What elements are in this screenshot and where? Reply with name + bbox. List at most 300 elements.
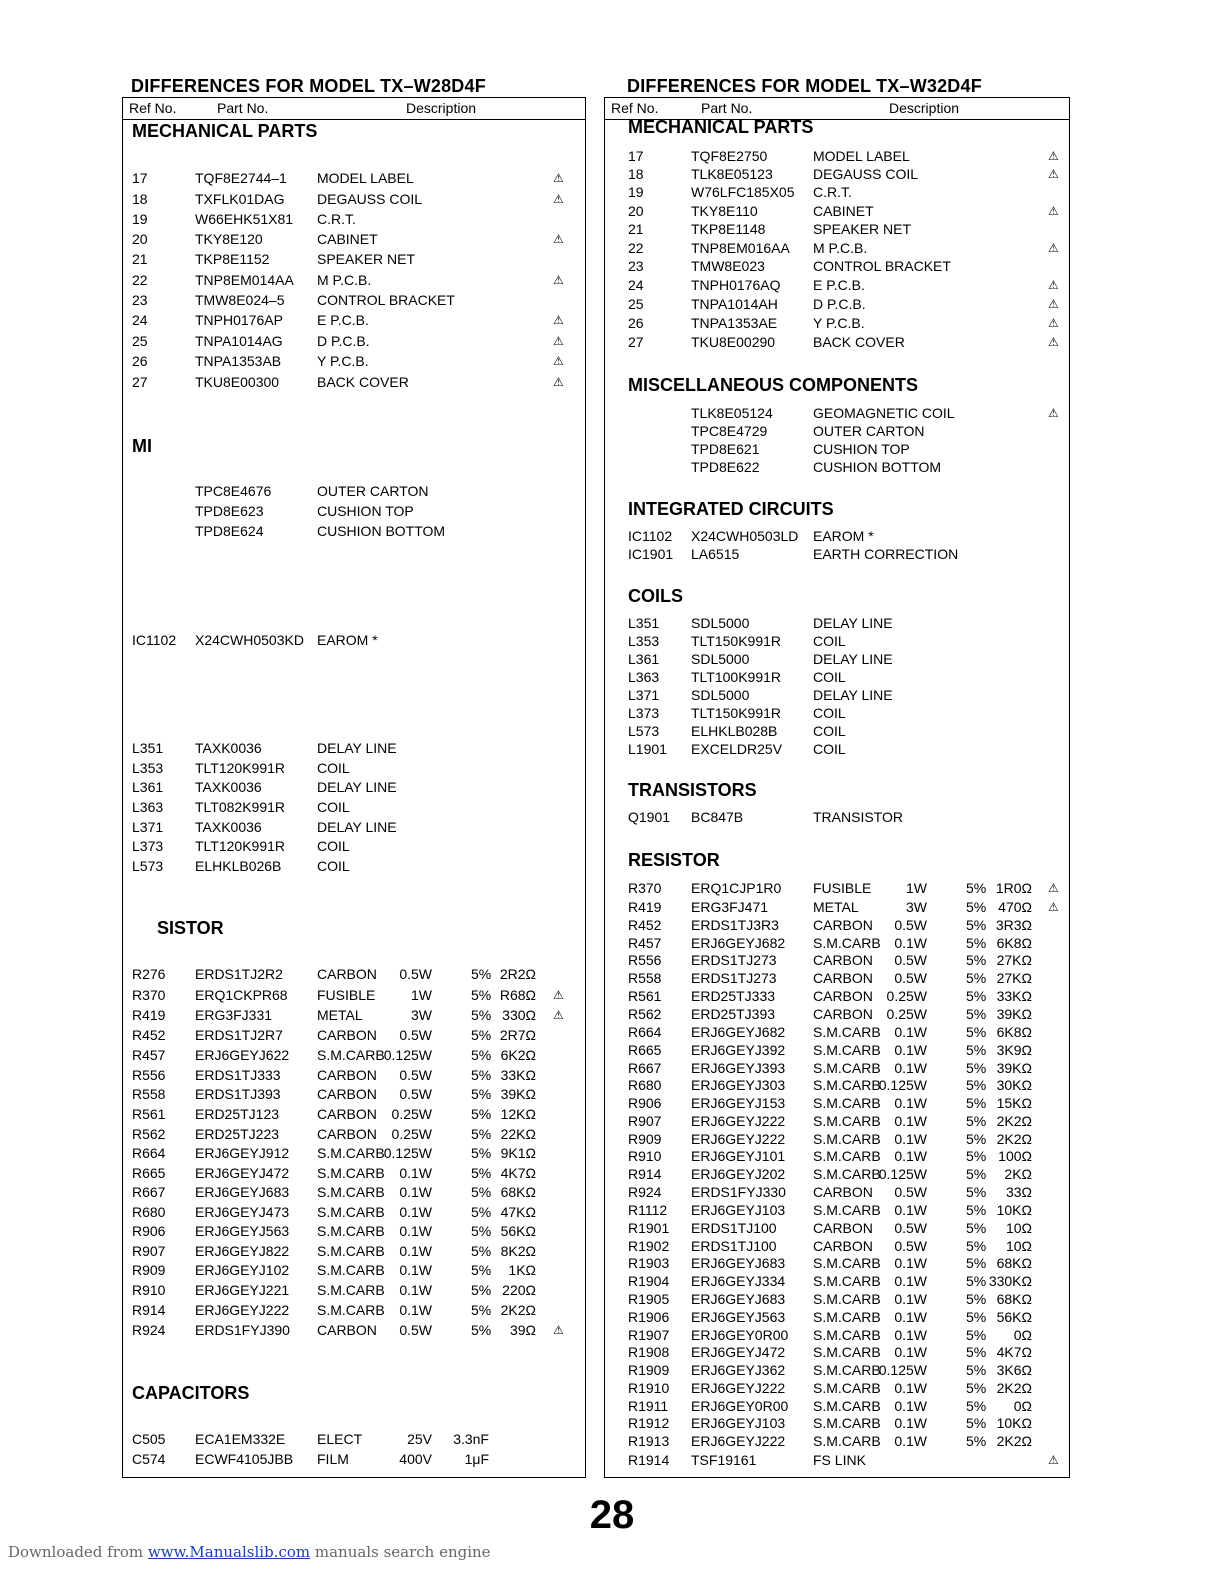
warning-icon: ⚠ [1048,278,1059,292]
wattage: 1W [906,880,927,896]
ref-no: R556 [628,952,662,968]
description: S.M.CARB [813,1433,881,1449]
ref-no: R419 [628,899,662,915]
ref-no: 19 [628,184,644,200]
value: 6K8Ω [996,935,1032,951]
part-row [605,879,1069,897]
part-no: W66EHK51X81 [195,211,294,227]
value: 68KΩ [996,1291,1032,1307]
description: S.M.CARB [813,1166,881,1182]
part-no: ERJ6GEYJ912 [195,1145,290,1161]
description: S.M.CARB [813,1042,881,1058]
tolerance: 5% [966,1148,987,1164]
value: 10KΩ [996,1415,1032,1431]
description: CONTROL BRACKET [813,258,951,274]
ref-no: IC1102 [628,528,673,544]
value: 9K1Ω [500,1145,536,1161]
description: DELAY LINE [317,740,397,756]
ref-no: R1904 [628,1273,670,1289]
part-no: ERD25TJ333 [691,988,776,1004]
description: BACK COVER [813,334,905,350]
tolerance: 5% [966,1042,987,1058]
ref-no: R1903 [628,1255,670,1271]
wattage: 0.125W [878,1362,927,1378]
warning-icon: ⚠ [1048,406,1059,420]
description: M P.C.B. [317,272,372,288]
wattage: 0.1W [894,935,927,951]
wattage: 0.1W [894,1255,927,1271]
ref-no: R1906 [628,1309,670,1325]
description: S.M.CARB [317,1184,385,1200]
wattage: 0.5W [894,1220,927,1236]
part-no: X24CWH0503LD [691,528,799,544]
ref-no: L373 [132,838,164,854]
part-no: ERJ6GEYJ682 [691,1024,786,1040]
page-number: 28 [589,1493,635,1537]
wattage: 0.1W [399,1165,432,1181]
value: 33KΩ [500,1067,536,1083]
description: CARBON [813,1184,873,1200]
tolerance: 5% [471,1223,492,1239]
wattage: 0.1W [894,1415,927,1431]
part-row [605,1094,1069,1112]
wattage: 0.1W [399,1184,432,1200]
description: CABINET [317,231,378,247]
part-row [605,1041,1069,1059]
part-row [605,1165,1069,1183]
tolerance: 5% [966,1362,987,1378]
ref-no: R1907 [628,1327,670,1343]
part-row [605,934,1069,952]
part-no: TNPH0176AQ [691,277,781,293]
description: S.M.CARB [813,1095,881,1111]
wattage: 0.125W [878,1077,927,1093]
value: 47KΩ [500,1204,536,1220]
description: CUSHION BOTTOM [317,523,446,539]
value: 33KΩ [996,988,1032,1004]
part-row [123,1164,585,1182]
part-row [605,239,1069,257]
part-row [123,1222,585,1240]
value: 330Ω [502,1007,536,1023]
ref-no: R558 [132,1086,166,1102]
ref-no: R1902 [628,1238,670,1254]
ref-no: R276 [132,966,166,982]
right-parts-table [604,97,1070,1478]
part-row [123,169,585,187]
description: CARBON [813,1006,873,1022]
part-row [605,686,1069,704]
value: 470Ω [998,899,1032,915]
wattage: 0.1W [894,1042,927,1058]
wattage: 0.1W [894,1131,927,1147]
description: CONTROL BRACKET [317,292,455,308]
tolerance: 5% [471,1126,492,1142]
ref-no: R370 [628,880,662,896]
part-no: TKY8E120 [195,231,263,247]
wattage: 0.5W [894,970,927,986]
ref-no: C574 [132,1451,166,1467]
part-row [605,740,1069,758]
ref-no: R1914 [628,1452,670,1468]
description: S.M.CARB [813,1255,881,1271]
description: CARBON [813,1238,873,1254]
part-no: ERJ6GEYJ683 [691,1291,786,1307]
part-no: TLT120K991R [195,760,286,776]
value: 3R3Ω [995,917,1032,933]
ref-no: R664 [628,1024,662,1040]
part-row [123,190,585,208]
description-header: Description [889,100,960,116]
part-row [123,1006,585,1024]
part-row [123,1046,585,1064]
ref-no: L573 [628,723,660,739]
value: 1KΩ [508,1262,536,1278]
description: COIL [813,633,846,649]
ref-no: Q1901 [628,809,671,825]
description: S.M.CARB [813,1415,881,1431]
value: 0Ω [1013,1327,1032,1343]
tolerance: 5% [471,1086,492,1102]
part-row [605,1361,1069,1379]
part-row [123,250,585,268]
value: 4K7Ω [500,1165,536,1181]
part-row [123,1203,585,1221]
ref-no: R906 [628,1095,662,1111]
part-no: ERD25TJ123 [195,1106,280,1122]
part-no: ERDS1FYJ390 [195,1322,290,1338]
part-row [605,1130,1069,1148]
part-row [605,422,1069,440]
ref-no: R909 [628,1131,662,1147]
part-row [605,333,1069,351]
wattage: 0.1W [399,1262,432,1278]
part-no: ERJ6GEYJ202 [691,1166,786,1182]
part-row [605,1201,1069,1219]
ref-no: L363 [132,799,164,815]
manualslib-link[interactable]: www.Manualslib.com [147,1543,311,1561]
description: COIL [813,669,846,685]
description: E P.C.B. [813,277,865,293]
part-row [605,1005,1069,1023]
part-no: ERDS1TJ393 [195,1086,281,1102]
ref-no: R914 [628,1166,662,1182]
part-no: ERDS1TJ3R3 [691,917,779,933]
tolerance: 5% [471,1145,492,1161]
value: 39KΩ [996,1006,1032,1022]
value: 56KΩ [500,1223,536,1239]
tolerance: 5% [471,1282,492,1298]
description: CARBON [317,1126,377,1142]
part-row [123,291,585,309]
tolerance: 5% [966,935,987,951]
warning-icon: ⚠ [1048,149,1059,163]
description: S.M.CARB [813,1309,881,1325]
value: 2K2Ω [996,1113,1032,1129]
wattage: 0.5W [399,1086,432,1102]
value: 33Ω [1005,1184,1032,1200]
value: 2K2Ω [996,1131,1032,1147]
ref-no: 27 [132,374,148,390]
part-row [605,1183,1069,1201]
description: D P.C.B. [813,296,866,312]
part-no: TPD8E621 [691,441,760,457]
part-no: ERJ6GEYJ222 [691,1433,786,1449]
ref-no: R906 [132,1223,166,1239]
part-no: TAXK0036 [195,779,262,795]
part-no: SDL5000 [691,687,750,703]
description: DELAY LINE [813,651,893,667]
part-no: TNPA1014AG [195,333,283,349]
part-no: TLT150K991R [691,705,782,721]
warning-icon: ⚠ [553,273,564,287]
description: CUSHION TOP [813,441,910,457]
part-row [605,1076,1069,1094]
tolerance: 5% [966,1202,987,1218]
part-row [605,916,1069,934]
wattage: 0.1W [399,1302,432,1318]
ref-no: R664 [132,1145,166,1161]
description: CUSHION TOP [317,503,414,519]
description: CARBON [813,917,873,933]
part-row [123,1430,585,1448]
wattage: 0.1W [894,1309,927,1325]
ref-no: R924 [132,1322,166,1338]
tolerance: 5% [966,1095,987,1111]
ref-no: R667 [132,1184,166,1200]
ref-no: L361 [628,651,660,667]
part-no: TLK8E05123 [691,166,773,182]
ref-no: R665 [628,1042,662,1058]
part-no: EXCELDR25V [691,741,783,757]
part-no: TQF8E2750 [691,148,768,164]
ref-no: IC1901 [628,546,674,562]
part-no: ECWF4105JBB [195,1451,294,1467]
part-no: ERJ6GEYJ221 [195,1282,290,1298]
value: 27KΩ [996,952,1032,968]
part-no: ERQ1CKPR68 [195,987,288,1003]
part-row [605,808,1069,826]
value: 12KΩ [500,1106,536,1122]
ref-no: R1910 [628,1380,670,1396]
part-no: ERJ6GEYJ472 [195,1165,290,1181]
part-row [605,1379,1069,1397]
part-row [605,1059,1069,1077]
wattage: 0.25W [391,1126,432,1142]
description: S.M.CARB [317,1223,385,1239]
section-heading: TRANSISTORS [628,780,757,800]
ref-no: 20 [628,203,644,219]
footer-prefix: Downloaded from [8,1543,148,1561]
ref-no: R914 [132,1302,166,1318]
part-row [605,404,1069,422]
warning-icon: ⚠ [1048,297,1059,311]
part-row [605,1326,1069,1344]
value: 68KΩ [500,1184,536,1200]
ref-no: R1908 [628,1344,670,1360]
description: CARBON [317,1086,377,1102]
ref-no: L353 [628,633,660,649]
part-no: ERD25TJ393 [691,1006,776,1022]
part-no: TNPH0176AP [195,312,283,328]
description: GEOMAGNETIC COIL [813,405,955,421]
value: 68KΩ [996,1255,1032,1271]
part-row [605,295,1069,313]
value: 27KΩ [996,970,1032,986]
tolerance: 5% [471,1165,492,1181]
description: CARBON [813,952,873,968]
part-no: TMW8E023 [691,258,765,274]
part-no: TKU8E00290 [691,334,776,350]
description: E P.C.B. [317,312,369,328]
part-no: ERJ6GEY0R00 [691,1327,789,1343]
part-no: ERJ6GEYJ222 [691,1113,786,1129]
part-no: ERDS1TJ100 [691,1238,777,1254]
part-no: ERJ6GEY0R00 [691,1398,789,1414]
part-no: TPD8E623 [195,503,264,519]
part-no: LA6515 [691,546,740,562]
part-no: ERJ6GEYJ392 [691,1042,786,1058]
part-row [605,1451,1069,1469]
tolerance: 5% [966,1077,987,1093]
part-row [605,220,1069,238]
part-no: ERJ6GEYJ362 [691,1362,786,1378]
description: S.M.CARB [813,1380,881,1396]
description: EARTH CORRECTION [813,546,959,562]
part-no: TKP8E1152 [195,251,270,267]
part-no-header: Part No. [701,100,753,116]
ref-no: R452 [628,917,662,933]
part-row [123,482,585,500]
description: S.M.CARB [813,1362,881,1378]
part-no: ECA1EM332E [195,1431,286,1447]
tolerance: 5% [471,1067,492,1083]
value: 39KΩ [996,1060,1032,1076]
part-row [605,440,1069,458]
part-no: TNPA1353AE [691,315,778,331]
value: 1μF [464,1451,489,1467]
ref-no: L573 [132,858,164,874]
ref-no: IC1102 [132,632,177,648]
wattage: 0.5W [399,1322,432,1338]
warning-icon: ⚠ [553,354,564,368]
part-no-header: Part No. [217,100,269,116]
part-row [605,165,1069,183]
part-row [123,502,585,520]
description: CARBON [317,966,377,982]
ref-no: 26 [628,315,644,331]
part-no: ERG3FJ471 [691,899,769,915]
part-no: TAXK0036 [195,740,262,756]
ref-no: R1112 [628,1202,668,1218]
description: CARBON [317,1322,377,1338]
description: S.M.CARB [317,1302,385,1318]
description: CARBON [317,1067,377,1083]
tolerance: 5% [966,1184,987,1200]
part-row [123,373,585,391]
part-row [605,1254,1069,1272]
wattage: 0.25W [886,988,927,1004]
part-row [605,722,1069,740]
description-header: Description [406,100,477,116]
wattage: 0.1W [399,1282,432,1298]
right-title: DIFFERENCES FOR MODEL TX–W32D4F [627,76,982,96]
part-no: ERJ6GEYJ683 [691,1255,786,1271]
section-heading: INTEGRATED CIRCUITS [628,499,834,519]
description: CARBON [813,970,873,986]
ref-no: R910 [628,1148,662,1164]
warning-icon: ⚠ [1048,316,1059,330]
part-no: ERJ6GEYJ222 [195,1302,290,1318]
part-no: ERDS1TJ333 [195,1067,281,1083]
warning-icon: ⚠ [553,1008,564,1022]
description: S.M.CARB [317,1262,385,1278]
warning-icon: ⚠ [553,988,564,1002]
part-row [605,1432,1069,1450]
description: CABINET [813,203,874,219]
value: R68Ω [499,987,536,1003]
part-row [605,1272,1069,1290]
ref-no: 19 [132,211,148,227]
part-no: ERD25TJ223 [195,1126,280,1142]
part-no: SDL5000 [691,651,750,667]
description: S.M.CARB [813,1327,881,1343]
section-heading: MI [132,436,152,456]
wattage: 0.1W [399,1204,432,1220]
ref-no: 18 [628,166,644,182]
value: 10Ω [1005,1238,1032,1254]
tolerance: 5% [966,1131,987,1147]
part-row [605,527,1069,545]
part-row [123,1026,585,1044]
part-no: ERJ6GEYJ822 [195,1243,290,1259]
warning-icon: ⚠ [1048,900,1059,914]
ref-no: R680 [132,1204,166,1220]
wattage: 0.1W [894,1060,927,1076]
warning-icon: ⚠ [553,1323,564,1337]
ref-no: R1905 [628,1291,670,1307]
part-no: ERQ1CJP1R0 [691,880,782,896]
ref-no: L371 [628,687,660,703]
part-no: ERDS1TJ273 [691,970,777,986]
part-no: ERJ6GEYJ622 [195,1047,290,1063]
warning-icon: ⚠ [553,171,564,185]
description: MODEL LABEL [813,148,910,164]
part-no: TKP8E1148 [691,221,766,237]
description: DEGAUSS COIL [813,166,919,182]
part-row [123,965,585,983]
part-row [605,898,1069,916]
part-row [123,311,585,329]
tolerance: 5% [966,1166,987,1182]
part-row [123,837,585,855]
tolerance: 5% [966,1327,987,1343]
description: S.M.CARB [317,1165,385,1181]
tolerance: 5% [966,1255,987,1271]
description: S.M.CARB [317,1282,385,1298]
description: SPEAKER NET [317,251,416,267]
value: 8K2Ω [500,1243,536,1259]
part-no: TLT100K991R [691,669,782,685]
download-footer [8,1543,491,1561]
part-no: TPD8E624 [195,523,264,539]
part-no: TLK8E05124 [691,405,773,421]
tolerance: 5% [966,970,987,986]
part-row [605,314,1069,332]
value: 0Ω [1013,1398,1032,1414]
part-row [123,1085,585,1103]
part-row [605,458,1069,476]
